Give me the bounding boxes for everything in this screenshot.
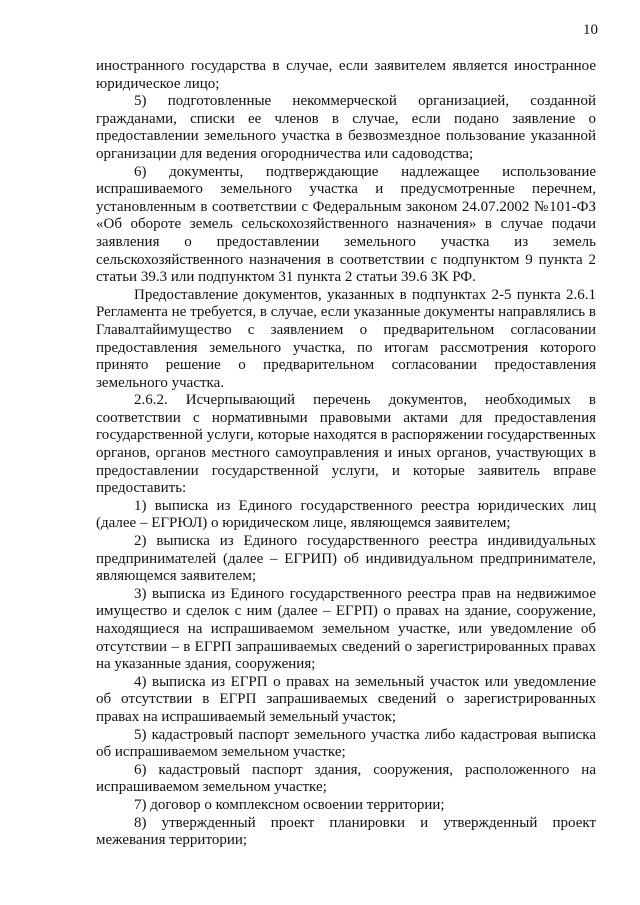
page-number: 10 bbox=[583, 22, 598, 38]
paragraph: иностранного государства в случае, если заявителем является иностранное юридическое лицо; bbox=[96, 58, 596, 92]
list-item: 4) выписка из ЕГРП о правах на земельный участок или уведомление об отсутствии в ЕГРП запрашиваемых сведений о зарегистрированных правах на испрашиваемый земельный участок; bbox=[96, 673, 596, 725]
document-body bbox=[96, 58, 596, 850]
list-item: 2) выписка из Единого государственного реестра индивидуальных предпринимателей (далее – ЕГРИП) об индивидуальном предпринимателе, являющемся заявителем; bbox=[96, 533, 596, 585]
list-item: 1) выписка из Единого государственного реестра юридических лиц (далее – ЕГРЮЛ) о юридическом лице, являющемся заявителем; bbox=[96, 497, 596, 532]
list-item: 3) выписка из Единого государственного реестра прав на недвижимое имущество и сделок с ним (далее – ЕГРП) о правах на здание, сооружение, находящиеся на испрашиваемом земельном участке, или уведомление об отсутствии – в ЕГРП запрашиваемых сведений о зарегистрированных правах на указанные здания, сооружения; bbox=[96, 585, 596, 673]
paragraph: 6) документы, подтверждающие надлежащее использование испрашиваемого земельного участка и предусмотренные перечнем, установленным в соответствии с Федеральным законом 24.07.2002 №101-ФЗ «Об обороте земель сельскохозяйственного назначения» в случае подачи заявления о предоставлении земельного участка из земель сельскохозяйственного назначения в соответствии с подпунктом 9 пункта 2 статьи 39.3 или подпунктом 31 пункта 2 статьи 39.6 ЗК РФ. bbox=[96, 163, 596, 286]
list-item: 5) кадастровый паспорт земельного участка либо кадастровая выписка об испрашиваемом земельном участке; bbox=[96, 726, 596, 761]
list-item: 8) утвержденный проект планировки и утвержденный проект межевания территории; bbox=[96, 814, 596, 849]
paragraph: 2.6.2. Исчерпывающий перечень документов, необходимых в соответствии с нормативными правовыми актами для предоставления государственной услуги, которые находятся в распоряжении государственных органов, органов местного самоуправления и иных органов, участвующих в предоставлении государственной услуги, и которые заявитель вправе предоставить: bbox=[96, 392, 596, 497]
paragraph: 5) подготовленные некоммерческой организацией, созданной гражданами, списки ее членов в случае, если подано заявление о предоставлении земельного участка в безвозмездное пользование указанной организации для ведения огородничества или садоводства; bbox=[96, 93, 596, 162]
list-item: 7) договор о комплексном освоении территории; bbox=[134, 796, 445, 813]
paragraph: Предоставление документов, указанных в подпунктах 2-5 пункта 2.6.1 Регламента не требуется, в случае, если указанные документы направлялись в Главалтайимущество с заявлением о предварительном согласовании предоставления земельного участка, по итогам рассмотрения которого принято решение о предварительном согласовании предоставления земельного участка. bbox=[96, 286, 596, 391]
list-item: 6) кадастровый паспорт здания, сооружения, расположенного на испрашиваемом земельном участке; bbox=[96, 761, 596, 796]
